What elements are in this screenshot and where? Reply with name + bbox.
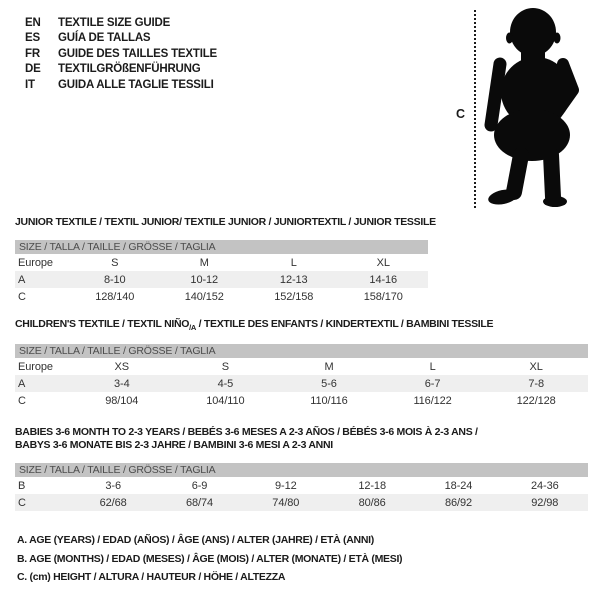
size-value: 62/68 xyxy=(99,496,127,509)
language-item xyxy=(25,46,217,62)
language-label: TEXTILGRÖßENFÜHRUNG xyxy=(58,63,201,76)
size-value: 110/116 xyxy=(310,394,348,407)
table-row xyxy=(15,392,588,409)
table-grid xyxy=(15,463,588,511)
table-title xyxy=(15,426,588,452)
language-code: EN xyxy=(25,16,41,29)
row-label: C xyxy=(18,496,26,509)
size-value: L xyxy=(290,256,297,269)
row-label: A xyxy=(18,377,26,390)
row-label: C xyxy=(18,394,26,407)
size-value: 68/74 xyxy=(185,496,213,509)
size-header-bar: SIZE / TALLA / TAILLE / GRÖSSE / TAGLIA xyxy=(15,463,588,477)
language-code: DE xyxy=(25,63,41,76)
language-label: GUIDA ALLE TAGLIE TESSILI xyxy=(58,78,214,91)
language-label: TEXTILE SIZE GUIDE xyxy=(58,16,171,29)
language-code: FR xyxy=(25,47,40,60)
size-value: 116/122 xyxy=(413,394,452,407)
size-value: 7-8 xyxy=(528,377,544,390)
table-row xyxy=(15,271,428,288)
language-label: GUÍA DE TALLAS xyxy=(58,32,151,45)
language-item xyxy=(25,62,217,78)
size-value: 104/110 xyxy=(206,394,245,407)
size-value: 98/104 xyxy=(105,394,139,407)
table-grid xyxy=(15,240,428,305)
size-value: S xyxy=(221,360,230,373)
language-item xyxy=(25,15,217,31)
row-label: B xyxy=(18,479,26,492)
legend-note: B. AGE (MONTHS) / EDAD (MESES) / ÂGE (MOIS) / ALTER (MONATE) / ETÀ (MESI) xyxy=(17,552,403,565)
language-list xyxy=(25,15,217,93)
size-value: L xyxy=(429,360,436,373)
babies-textile-section xyxy=(15,426,588,516)
table-row xyxy=(15,358,588,375)
table-row xyxy=(15,375,588,392)
table-row xyxy=(15,254,428,271)
size-value: 24-36 xyxy=(530,479,559,492)
language-code: ES xyxy=(25,32,40,45)
language-item xyxy=(25,31,217,47)
size-value: 4-5 xyxy=(217,377,234,390)
size-value: M xyxy=(324,360,334,373)
size-value: 140/152 xyxy=(184,290,224,303)
height-measure-line xyxy=(474,10,476,208)
table-title xyxy=(15,318,588,334)
table-title-line xyxy=(15,426,588,439)
size-value: 128/140 xyxy=(95,290,135,303)
size-value: XL xyxy=(529,360,543,373)
size-value: XL xyxy=(376,256,390,269)
table-row xyxy=(15,288,428,305)
table-title-text: BABYS 3-6 MONATE BIS 2-3 JAHRE / BAMBINI 3-6 MESI A 2-3 ANNI xyxy=(15,439,333,451)
table-title-text: JUNIOR TEXTILE / TEXTIL JUNIOR/ TEXTILE JUNIOR / JUNIORTEXTIL / JUNIOR TESSILE xyxy=(15,216,436,228)
row-label: Europe xyxy=(18,256,53,269)
table-row xyxy=(15,477,588,494)
size-value: 3-4 xyxy=(113,377,130,390)
table-title-line xyxy=(15,439,588,452)
size-value: 92/98 xyxy=(531,496,559,509)
row-label: Europe xyxy=(18,360,53,373)
size-value: 80/86 xyxy=(358,496,386,509)
toddler-silhouette-icon xyxy=(483,7,583,207)
size-value: 14-16 xyxy=(369,273,398,286)
size-value: 12-13 xyxy=(279,273,308,286)
legend-note: A. AGE (YEARS) / EDAD (AÑOS) / ÂGE (ANS) / ALTER (JAHRE) / ETÀ (ANNI) xyxy=(17,534,374,546)
size-value: 6-9 xyxy=(191,479,208,492)
size-value: 12-18 xyxy=(358,479,386,492)
size-value: 3-6 xyxy=(105,479,121,492)
size-value: 8-10 xyxy=(103,273,126,286)
table-row xyxy=(15,494,588,511)
row-label: A xyxy=(18,273,26,286)
size-value: 9-12 xyxy=(275,479,297,492)
size-value: 6-7 xyxy=(424,377,441,390)
size-value: 10-12 xyxy=(190,273,219,286)
legend-note: C. (cm) HEIGHT / ALTURA / HAUTEUR / HÖHE / ALTEZZA xyxy=(17,571,286,583)
size-value: 158/170 xyxy=(363,290,403,303)
size-value: S xyxy=(111,256,119,269)
table-title-line xyxy=(15,216,436,229)
size-value: XS xyxy=(114,360,130,373)
size-value: 152/158 xyxy=(274,290,314,303)
table-grid xyxy=(15,344,588,409)
language-item xyxy=(25,77,217,93)
size-header-bar: SIZE / TALLA / TAILLE / GRÖSSE / TAGLIA xyxy=(15,344,588,358)
table-title-line xyxy=(15,318,588,334)
size-value: 86/92 xyxy=(444,496,472,509)
table-title-text: /A xyxy=(189,323,197,333)
language-code: IT xyxy=(25,78,35,91)
size-value: 74/80 xyxy=(272,496,300,509)
table-title-text: / TEXTILE DES ENFANTS / KINDERTEXTIL / BAMBINI TESSILE xyxy=(196,318,494,330)
junior-textile-section xyxy=(15,216,436,308)
table-title xyxy=(15,216,436,229)
size-header-bar: SIZE / TALLA / TAILLE / GRÖSSE / TAGLIA xyxy=(15,240,428,254)
height-figure xyxy=(450,5,600,217)
language-label: GUIDE DES TAILLES TEXTILE xyxy=(58,47,217,60)
size-value: 5-6 xyxy=(321,377,337,390)
size-value: M xyxy=(199,256,209,269)
row-label: C xyxy=(18,290,26,303)
table-title-text: BABIES 3-6 MONTH TO 2-3 YEARS / BEBÉS 3-6 MESES A 2-3 AÑOS / BÉBÉS 3-6 MOIS À 2-3 ANS / xyxy=(15,426,478,438)
children-textile-section xyxy=(15,318,588,412)
size-value: 122/128 xyxy=(516,394,556,407)
height-measure-label: C xyxy=(456,107,466,121)
size-value: 18-24 xyxy=(444,479,473,492)
legend-notes xyxy=(17,531,402,587)
table-title-text: CHILDREN'S TEXTILE / TEXTIL NIÑO xyxy=(15,318,190,330)
